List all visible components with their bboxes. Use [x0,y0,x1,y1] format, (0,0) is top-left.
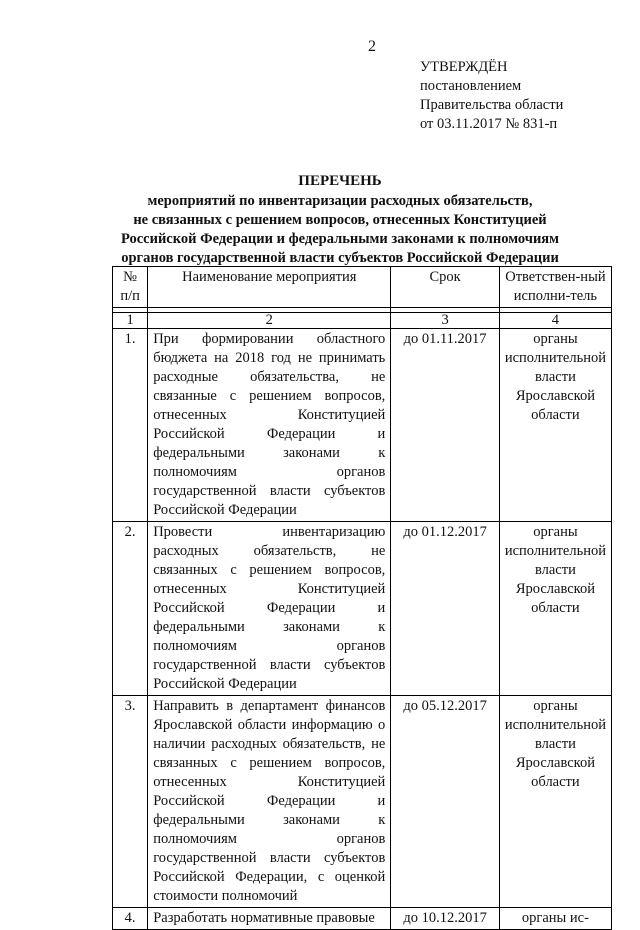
row-responsible: органы исполнительной власти Ярославской области [499,522,611,696]
title-line-3: Российской Федерации и федеральными законами к полномочиям [120,231,560,247]
approval-block [420,58,563,134]
row-term: до 01.11.2017 [391,329,500,522]
table-row [113,696,612,908]
table-header-row [113,267,612,308]
title-line-4: органов государственной власти субъектов Российской Федерации [121,250,559,266]
row-name: Провести инвентаризацию расходных обязательств, не связанных с решением вопросов, отнесенных Конституцией Российской Федерации и федеральными законами к полномочиям органов государственной власти субъектов Российской Федерации [148,522,391,696]
row-num: 1. [113,329,148,522]
approval-line-3: Правительства области [420,97,564,113]
row-term: до 10.12.2017 [391,908,500,930]
row-responsible: органы исполнительной власти Ярославской области [499,696,611,908]
row-name: Разработать нормативные правовые [148,908,391,930]
approval-line-4: от 03.11.2017 № 831-п [420,116,558,132]
header-responsible: Ответствен-ный исполни-тель [499,267,611,308]
approval-line-1: УТВЕРЖДЁН [420,59,508,75]
header-name: Наименование мероприятия [148,267,391,308]
row-name: Направить в департамент финансов Ярославской области информацию о наличии расходных обязательств, не связанных с решением вопросов, отнесенных Конституцией Российской Федерации и федеральными законами к полномочиям органов государственной власти субъектов Российской Федерации, с оценкой стоимости полномочий [148,696,391,908]
table-row [113,329,612,522]
col-number-3: 3 [391,313,500,329]
row-responsible: органы исполнительной власти Ярославской области [499,329,611,522]
col-number-2: 2 [148,313,391,329]
header-num: № п/п [113,267,148,308]
title-heading: ПЕРЕЧЕНЬ [298,173,382,189]
row-responsible: органы ис- [499,908,611,930]
approval-line-2: постановлением [420,78,522,94]
row-num: 3. [113,696,148,908]
row-num: 2. [113,522,148,696]
title-line-1: мероприятий по инвентаризации расходных обязательств, [147,193,533,209]
table-row [113,908,612,930]
page-number: 2 [368,38,376,55]
col-number-1: 1 [113,313,148,329]
document-title [70,172,610,268]
row-num: 4. [113,908,148,930]
col-number-4: 4 [499,313,611,329]
column-number-row [113,313,612,329]
row-term: до 01.12.2017 [391,522,500,696]
row-name: При формировании областного бюджета на 2018 год не принимать расходные обязательства, не связанные с решением вопросов, отнесенных Конституцией Российской Федерации и федеральными законами к полномочиям органов государственной власти субъектов Российской Федерации [148,329,391,522]
row-term: до 05.12.2017 [391,696,500,908]
measures-table [112,266,612,930]
table-row [113,522,612,696]
title-line-2: не связанных с решением вопросов, отнесенных Конституцией [133,212,547,228]
header-term: Срок [391,267,500,308]
